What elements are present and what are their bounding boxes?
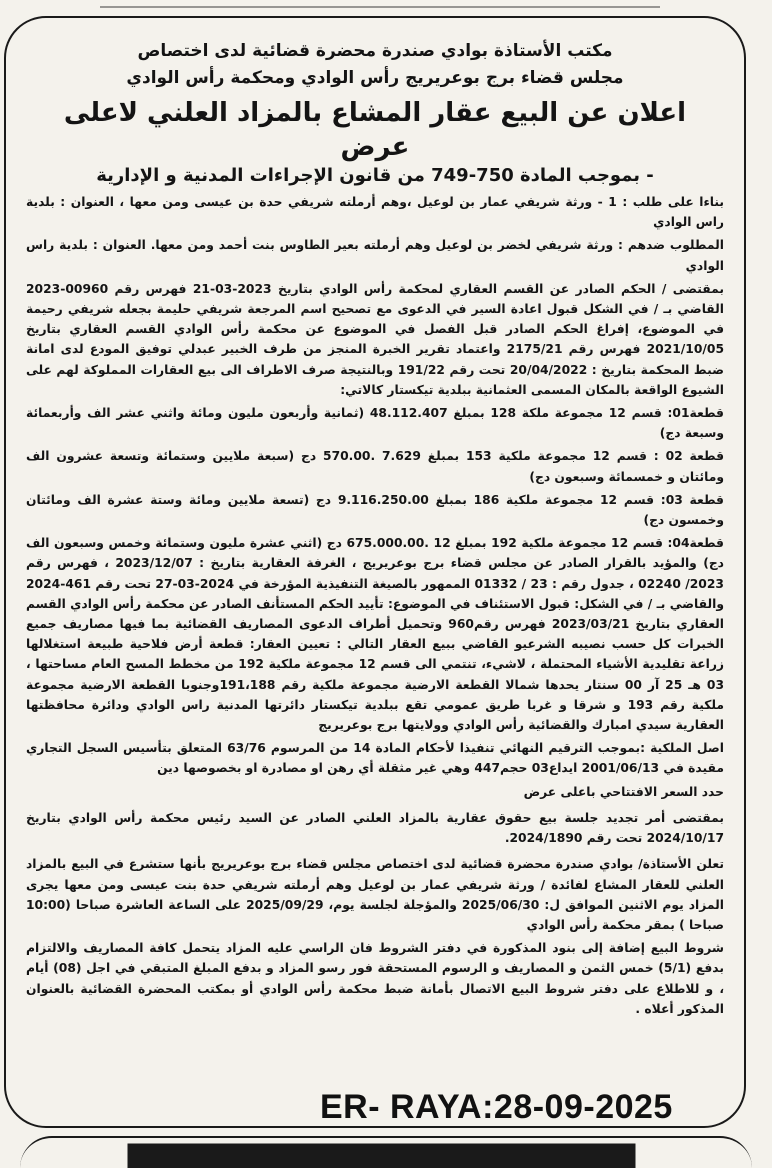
header-court-line: مجلس قضاء برج بوعريريج رأس الوادي ومحكمة رأس الوادي (126, 68, 624, 88)
next-notice-edge (20, 1136, 752, 1168)
lot-02-paragraph: قطعة 02 : قسم 12 مجموعة ملكية 153 بمبلغ 7.629 .570.00 دج (سبعة ملايين وستمائة وتسعة عشرون الف ومائتان و خمسمائة وسبعون دج) (26, 449, 724, 484)
opening-price-paragraph: حدد السعر الافتتاحي باعلى عرض (523, 784, 724, 799)
notice-title: اعلان عن البيع عقار المشاع بالمزاد العلني لاعلى عرض (63, 98, 687, 162)
notice-subtitle: - بموجب المادة 750-749 من قانون الإجراءات المدنية و الإدارية (96, 165, 654, 186)
renewal-order-paragraph: بمقتضى أمر تجديد جلسة بيع حقوق عقارية بالمزاد العلني الصادر عن السيد رئيس محكمة رأس الوادي بتاريخ 2024/10/17 تحت رقم 2024/1890. (26, 810, 724, 846)
lot-04-paragraph: قطعة04: قسم 12 مجموعة ملكية 192 بمبلغ 12 .675.000.00 دج (اثني عشرة مليون وستمائة وخمس وسبعون الف دج) والمؤيد بالقرار الصادر عن مجلس قضاء برج بوعريريج ، الغرفة العقارية بتاريخ : 2023/12/07 ، فهرس رقم 2023/ 02240 ، جدول رقم : 23 / 01332 الممهور بالصيغة التنفيذية المؤرخة في 2024-03-27 تحت رقم 461-2024 والقاضي بـ / في الشكل: قبول الاستئناف في الموضوع: تأييد الحكم المستأنف الصادر عن محكمة رأس الوادي القسم العقاري بتاريخ 2023/03/21 فهرس رقم960 وتحميل أطراف الدعوى المصاريف القضائية بما فيها مصاريف جميع الخبرات كل حسب نصيبه الشرعيو القاضي ببيع العقار التالي : تعيين العقار: قطعة أرض فلاحية طبيعة استغلالها زراعة تقليدية الأشياء المحتملة ، لاشيء، تنتمي الى قسم 12 مجموعة ملكية 192 من مخطط المسح العام مساحتها ، 03 هـ 25 آر 00 سنتار يحدها شمالا القطعة الارضية مجموعة ملكية رقم 191،188وجنوبا القطعة الارضية مجموعة ملكية رقم 193 و شرقا و غربا طريق عمومي تقع ببلدية تيكستار دائرتها المدنية راس الوادي ودائرة محافظتها العقارية سيدي امبارك والقضائية رأس الوادي وولايتها برج بوعريريج (26, 536, 725, 733)
auction-notice (26, 38, 724, 1022)
sale-conditions-paragraph: شروط البيع إضافة إلى بنود المذكورة في دفتر الشروط فان الراسي عليه المزاد يتحمل كافة المصاريف والالتزام بدفع (5/1) خمس الثمن و المصاريف و الرسوم المستحقة فور رسو المزاد و بدفع المبلغ المتبقي في اجل (08) أيام ، و للاطلاع على دفتر شروط البيع الاتصال بأمانة ضبط محكمة رأس الوادي أو بمكتب المحضرة القضائية بالعنوان المذكور أعلاه . (26, 941, 724, 1016)
ownership-origin-paragraph: اصل الملكية :بموجب الترقيم النهائي تنفيذا لأحكام المادة 14 من المرسوم 63/76 المتعلق بتأسيس السجل التجاري مقيدة في 2001/06/13 ايداع03 حجم447 وهي غير مثقلة أي رهن او مصادرة او بخصوصها دين (26, 741, 724, 776)
defendants-paragraph: المطلوب ضدهم : ورثة شريفي لخضر بن لوعيل وهم أرملته بعير الطاوس بنت أحمد ومن معها. العنوان : بلدية راس الوادي (26, 238, 724, 273)
top-edge-line (100, 0, 660, 8)
lot-01-paragraph: قطعة01: قسم 12 مجموعة ملكة 128 بمبلغ 48.112.407 (ثمانية وأربعون مليون ومائة واثني عشر الف وأربعمائة وسبعة دج) (26, 406, 724, 441)
auction-announcement-paragraph: تعلن الأستاذة/ بوادي صندرة محضرة قضائية لدى اختصاص مجلس قضاء برج بوعريريج بأنها ستشرع في البيع بالمزاد العلني للعقار المشاع لفائدة / ورثة شريفي عمار بن لوعيل وهم أرملته شريفي حدة بنت عيسى ومن معها يجرى المزاد يوم الاثنين الموافق ل: 2025/06/30 والمؤجلة لجلسة يوم، 2025/09/29 على الساعة العاشرة صباحا (10:00 صباحا ) بمقر محكمة رأس الوادي (26, 857, 724, 932)
notice-frame (4, 16, 746, 1128)
lot-03-paragraph: قطعة 03: قسم 12 مجموعة ملكية 186 بمبلغ 9.116.250.00 دج (تسعة ملايين ومائة وستة عشرة الف ومائتان وخمسون دج) (26, 492, 724, 528)
publication-stamp: ER- RAYA:28-09-2025 (320, 1088, 673, 1126)
plaintiffs-paragraph: بناءا على طلب : 1 - ورثة شريفي عمار بن لوعيل ،وهم أرملته شريفي حدة بن عيسى ومن معها ، العنوان : بلدية راس الوادي (26, 195, 724, 230)
judgment-paragraph: بمقتضى / الحكم الصادر عن القسم العقاري لمحكمة رأس الوادي بتاريخ 2023-03-21 فهرس رقم 00960-2023 القاضي بـ / في الشكل قبول اعادة السير في الدعوى مع تصحيح اسم المرجعة شريفي حليمة بجعله شريفي رحيمة في الموضوع، إفراغ الحكم الصادر قبل الفصل في الموضوع عن محكمة رأس الوادي القسم العقاري بتاريخ 2021/10/05 فهرس رقم 2175/21 واعتماد تقرير الخبرة المنجز من طرف الخبير عبدلي توفيق المودع لدى امانة ضبط المحكمة بتاريخ : 20/04/2022 تحت رقم 191/22 وبالنتيجة صرف الاطراف الى بيع العقارات المملوكة لهم على الشيوع الواقعة بالمكان المسمى العثمانية ببلدية تيكستار كالاتي: (26, 281, 725, 397)
header-office-line: مكتب الأستاذة بوادي صندرة محضرة قضائية لدى اختصاص (137, 41, 613, 61)
